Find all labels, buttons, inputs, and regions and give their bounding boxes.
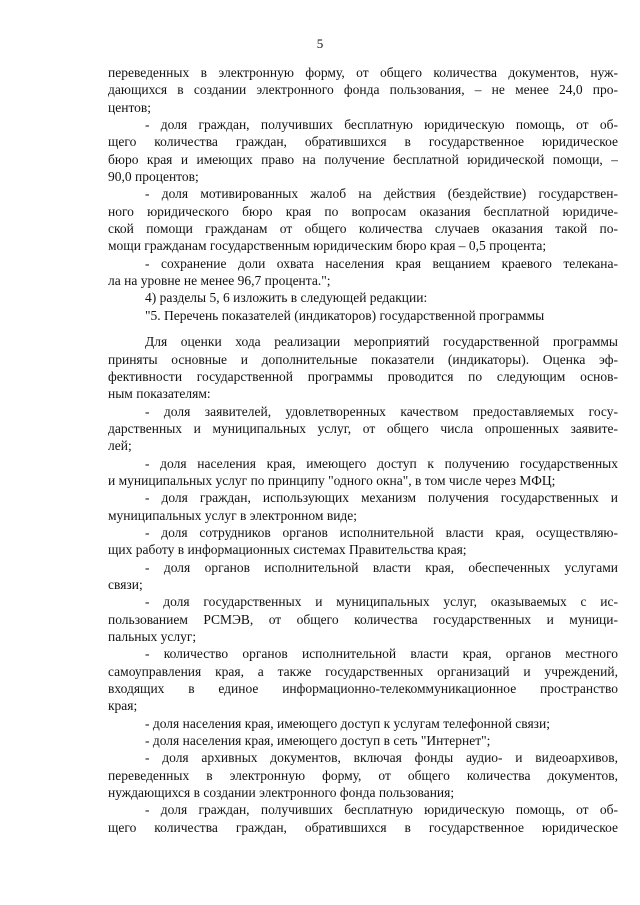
text-line: - доля граждан, получивших бесплатную юридическую помощь, от об- (145, 802, 618, 818)
page-number: 5 (316, 36, 324, 51)
text-line: - доля архивных документов, включая фонды аудио- и видеоархивов, (145, 750, 618, 766)
text-line: "5. Перечень показателей (индикаторов) государственной программы (145, 307, 545, 323)
text-line: мощи гражданам государственным юридическим бюро края – 0,5 процента; (108, 238, 547, 254)
text-line: фективности государственной программы проводится по следующим основ- (108, 368, 618, 384)
text-line: входящих в единое информационно-телекоммуникационное пространство (108, 681, 618, 697)
text-line: пальных услуг; (108, 629, 197, 644)
text-line: бюро края и имеющих право на получение бесплатной юридической помощи, – (108, 151, 618, 167)
text-line: - доля органов исполнительной власти края, обеспеченных услугами (145, 559, 618, 575)
text-line: щих работу в информационных системах Правительства края; (108, 542, 467, 558)
text-line: ла на уровне не менее 96,7 процента."; (108, 273, 331, 289)
text-line: и муниципальных услуг по принципу "одного окна", в том числе через МФЦ; (108, 472, 556, 488)
text-line: - доля заявителей, удовлетворенных качеством предоставляемых госу- (145, 403, 618, 419)
text-line: - доля населения края, имеющего доступ в сеть "Интернет"; (145, 733, 491, 749)
text-line: - доля сотрудников органов исполнительной власти края, осуществляю- (145, 524, 618, 540)
text-line: приняты основные и дополнительные показатели (индикаторы). Оценка эф- (108, 351, 618, 367)
paragraph-gap (108, 324, 618, 333)
text-line: - доля населения края, имеющего доступ к получению государственных (145, 455, 618, 471)
text-line: переведенных в электронную форму, от общего количества документов, нуж- (108, 65, 618, 80)
text-line: муниципальных услуг в электронном виде; (108, 507, 358, 523)
text-line: - сохранение доли охвата населения края вещанием краевого телекана- (145, 255, 618, 271)
text-line: - доля граждан, использующих механизм получения государственных и (145, 490, 618, 506)
text-line: - доля государственных и муниципальных услуг, оказываемых с ис- (145, 594, 618, 610)
text-line: нуждающихся в создании электронного фонда пользования; (108, 785, 455, 801)
text-line: самоуправления края, а также государственных организаций и учреждений, (108, 663, 618, 679)
text-line: щего количества граждан, обратившихся в государственное юридическое (108, 819, 618, 835)
text-line: переведенных в электронную форму, от общего количества документов, (108, 767, 618, 783)
text-line: связи; (108, 576, 143, 592)
text-line: 4) разделы 5, 6 изложить в следующей редакции: (145, 290, 428, 306)
document-body (108, 64, 618, 836)
text-line: - доля населения края, имеющего доступ к услугам телефонной связи; (145, 715, 550, 731)
text-line: пользованием РСМЭВ, от общего количества государственных и муници- (108, 611, 618, 627)
text-line: центов; (108, 99, 152, 115)
text-line: края; (108, 698, 138, 714)
text-line: ным показателям: (108, 386, 211, 402)
text-line: ской помощи гражданам от общего количества случаев оказания такой по- (108, 221, 618, 237)
text-line: дарственных и муниципальных услуг, от общего числа опрошенных заявите- (108, 420, 618, 436)
text-line: 90,0 процентов; (108, 169, 199, 185)
text-line: - количество органов исполнительной власти края, органов местного (145, 646, 618, 662)
text-line: ного юридического бюро края по вопросам оказания бесплатной юридиче- (108, 203, 618, 219)
text-line: дающихся в создании электронного фонда пользования, – не менее 24,0 про- (108, 82, 618, 98)
text-line: лей; (108, 438, 132, 454)
text-line: Для оценки хода реализации мероприятий государственной программы (145, 334, 618, 350)
text-line: - доля граждан, получивших бесплатную юридическую помощь, от об- (145, 117, 618, 133)
text-line: щего количества граждан, обратившихся в государственное юридическое (108, 134, 618, 150)
text-line: - доля мотивированных жалоб на действия (бездействие) государствен- (145, 186, 618, 202)
